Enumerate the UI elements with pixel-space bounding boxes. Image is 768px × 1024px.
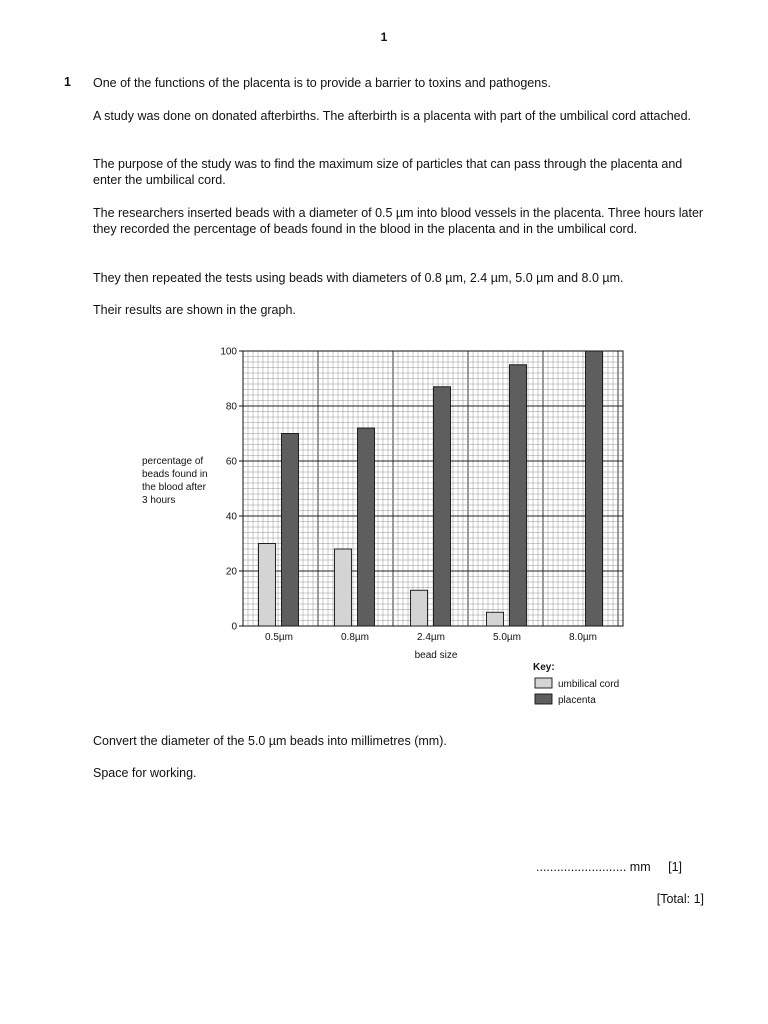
study-paragraph: A study was done on donated afterbirths. The afterbirth is a placenta with part of the umbilical cord attached. (93, 109, 692, 123)
y-axis-label-line: beads found in (142, 469, 208, 480)
y-tick-label: 0 (231, 621, 237, 633)
bar-placenta-3 (510, 365, 527, 626)
bar-umbilical-cord-0 (259, 544, 276, 627)
legend-label: umbilical cord (558, 679, 620, 690)
chart-legend (533, 662, 619, 706)
bar-umbilical-cord-3 (487, 612, 504, 626)
repeat-paragraph: They then repeated the tests using beads with diameters of 0.8 µm, 2.4 µm, 5.0 µm and 8.0 µm. (93, 271, 624, 285)
y-tick-label: 40 (225, 511, 237, 523)
question-number: 1 (64, 75, 71, 89)
x-axis-label: bead size (414, 650, 458, 661)
answer-line (536, 860, 682, 874)
y-axis-label (142, 456, 208, 506)
bar-placenta-1 (358, 428, 375, 626)
legend-swatch-placenta (535, 694, 552, 704)
working-label: Space for working. (93, 766, 197, 780)
question-text: Convert the diameter of the 5.0 µm beads into millimetres (mm). (93, 734, 447, 748)
intro-paragraph: One of the functions of the placenta is to provide a barrier to toxins and pathogens. (93, 76, 551, 90)
x-tick-label: 0.8µm (341, 632, 369, 643)
total-marks: [Total: 1] (656, 892, 704, 906)
y-axis-label-line: 3 hours (142, 495, 176, 506)
bar-chart (130, 340, 650, 720)
bar-placenta-4 (586, 351, 603, 626)
answer-unit: mm (629, 860, 651, 874)
legend-swatch-umbilical-cord (535, 678, 552, 688)
purpose-paragraph: The purpose of the study was to find the maximum size of particles that can pass through the placenta and enter the umbilical cord. (93, 157, 683, 187)
x-tick-label: 0.5µm (265, 632, 293, 643)
answer-dots[interactable]: .......................... (536, 860, 627, 874)
answer-marks: [1] (668, 860, 682, 874)
method-paragraph: The researchers inserted beads with a diameter of 0.5 µm into blood vessels in the placenta. Three hours later they recorded the percentage of beads found in the blood in the placenta and in the umbilical cord. (93, 206, 704, 236)
chart-grid (243, 351, 623, 626)
bar-umbilical-cord-1 (335, 549, 352, 626)
y-axis-label-line: percentage of (142, 456, 204, 467)
x-tick-label: 8.0µm (569, 632, 597, 643)
x-tick-label: 2.4µm (417, 632, 445, 643)
legend-title: Key: (533, 662, 555, 673)
results-paragraph: Their results are shown in the graph. (93, 303, 296, 317)
legend-label: placenta (558, 695, 596, 706)
bar-umbilical-cord-2 (411, 590, 428, 626)
y-tick-label: 60 (225, 456, 237, 468)
bar-placenta-0 (282, 434, 299, 627)
y-tick-label: 80 (225, 401, 237, 413)
x-tick-label: 5.0µm (493, 632, 521, 643)
y-tick-label: 100 (220, 346, 237, 358)
y-tick-label: 20 (225, 566, 237, 578)
y-axis-label-line: the blood after (142, 482, 206, 493)
bar-placenta-2 (434, 387, 451, 626)
page-number: 1 (380, 30, 388, 44)
